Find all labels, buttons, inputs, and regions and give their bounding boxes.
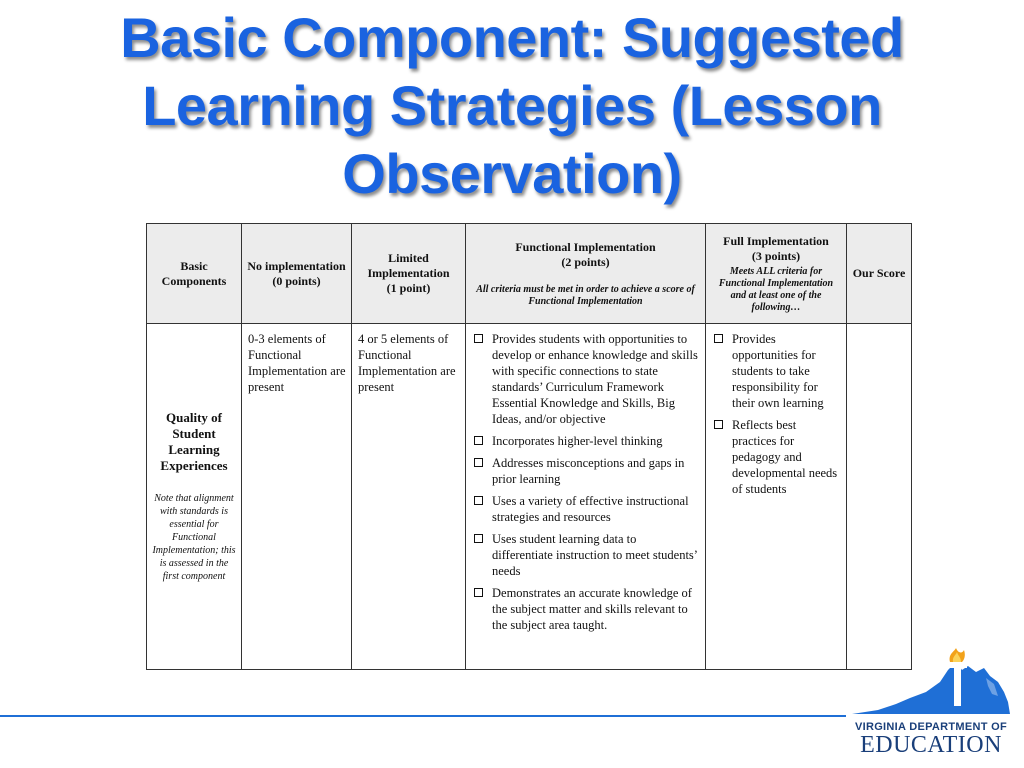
component-note: Note that alignment with standards is essential for Functional Implementation; this is assessed in the first component [152, 493, 236, 582]
checkbox-icon[interactable] [474, 534, 483, 543]
title-line-3: Observation) [342, 142, 682, 205]
virginia-map-torch-icon [848, 648, 1012, 720]
functional-implementation-cell [466, 324, 706, 670]
header-functional-title: Functional Implementation [515, 239, 656, 254]
functional-checklist [472, 331, 700, 633]
header-score-label: Our Score [852, 266, 906, 280]
checklist-item-text: Uses a variety of effective instructional strategies and resources [492, 494, 689, 524]
our-score-cell[interactable] [847, 324, 912, 670]
footer-divider [0, 715, 846, 717]
title-line-1: Basic Component: Suggested [120, 6, 904, 69]
logo-line-2: EDUCATION [860, 732, 1002, 758]
header-our-score [847, 224, 912, 324]
checkbox-icon[interactable] [474, 588, 483, 597]
checkbox-icon[interactable] [474, 496, 483, 505]
checklist-item [472, 433, 700, 449]
header-limited-points: (1 point) [386, 281, 431, 295]
vdoe-logo [848, 648, 1012, 760]
checklist-item-text: Uses student learning data to differentiate instruction to meet students’ needs [492, 532, 698, 578]
header-full-points: (3 points) [751, 248, 801, 263]
checkbox-icon[interactable] [714, 420, 723, 429]
checklist-item [472, 493, 700, 525]
checklist-item-text: Demonstrates an accurate knowledge of the subject matter and skills relevant to the subject area taught. [492, 586, 692, 632]
header-limited-implementation [352, 224, 466, 324]
component-name: Quality of Student Learning Experiences [160, 410, 228, 473]
header-functional-note: All criteria must be met in order to achieve a score of Functional Implementation [476, 283, 695, 307]
header-functional-implementation [466, 224, 706, 324]
full-implementation-cell [706, 324, 847, 670]
full-checklist [712, 331, 841, 497]
checkbox-icon[interactable] [714, 334, 723, 343]
header-none-points: (0 points) [272, 273, 321, 288]
checkbox-icon[interactable] [474, 458, 483, 467]
checklist-item [712, 331, 841, 411]
logo-line-1: VIRGINIA DEPARTMENT OF [854, 721, 1008, 733]
header-limited-title: Limited Implementation [367, 251, 450, 280]
header-basic-components [147, 224, 242, 324]
no-implementation-cell: 0-3 elements of Functional Implementation are present [242, 324, 352, 670]
table-row [147, 324, 912, 670]
checklist-item-text: Reflects best practices for pedagogy and developmental needs of students [732, 418, 838, 496]
checklist-item [472, 531, 700, 579]
checkbox-icon[interactable] [474, 436, 483, 445]
checklist-item [472, 455, 700, 487]
header-functional-points: (2 points) [561, 254, 610, 269]
component-cell [147, 324, 242, 670]
rubric-table [146, 223, 912, 670]
limited-implementation-cell: 4 or 5 elements of Functional Implementation are present [352, 324, 466, 670]
checkbox-icon[interactable] [474, 334, 483, 343]
slide-title [60, 4, 964, 208]
header-full-title: Full Implementation [723, 233, 829, 248]
header-no-implementation [242, 224, 352, 324]
checklist-item [472, 585, 700, 633]
checklist-item [472, 331, 700, 427]
header-full-note: Meets ALL criteria for Functional Implementation and at least one of the following… [718, 265, 834, 313]
header-row [147, 224, 912, 324]
checklist-item-text: Addresses misconceptions and gaps in prior learning [492, 456, 685, 486]
header-full-implementation [706, 224, 847, 324]
header-basic-label: Basic Components [161, 258, 227, 288]
checklist-item-text: Provides students with opportunities to develop or enhance knowledge and skills with specific connections to state standards’ Curriculum Framework Essential Knowledge and Skills, Big Ideas, and/or objective [492, 332, 698, 426]
header-none-title: No implementation [247, 258, 346, 273]
checklist-item-text: Provides opportunities for students to take responsibility for their own learning [732, 332, 824, 410]
checklist-item [712, 417, 841, 497]
checklist-item-text: Incorporates higher-level thinking [492, 434, 663, 448]
title-line-2: Learning Strategies (Lesson [142, 74, 882, 137]
